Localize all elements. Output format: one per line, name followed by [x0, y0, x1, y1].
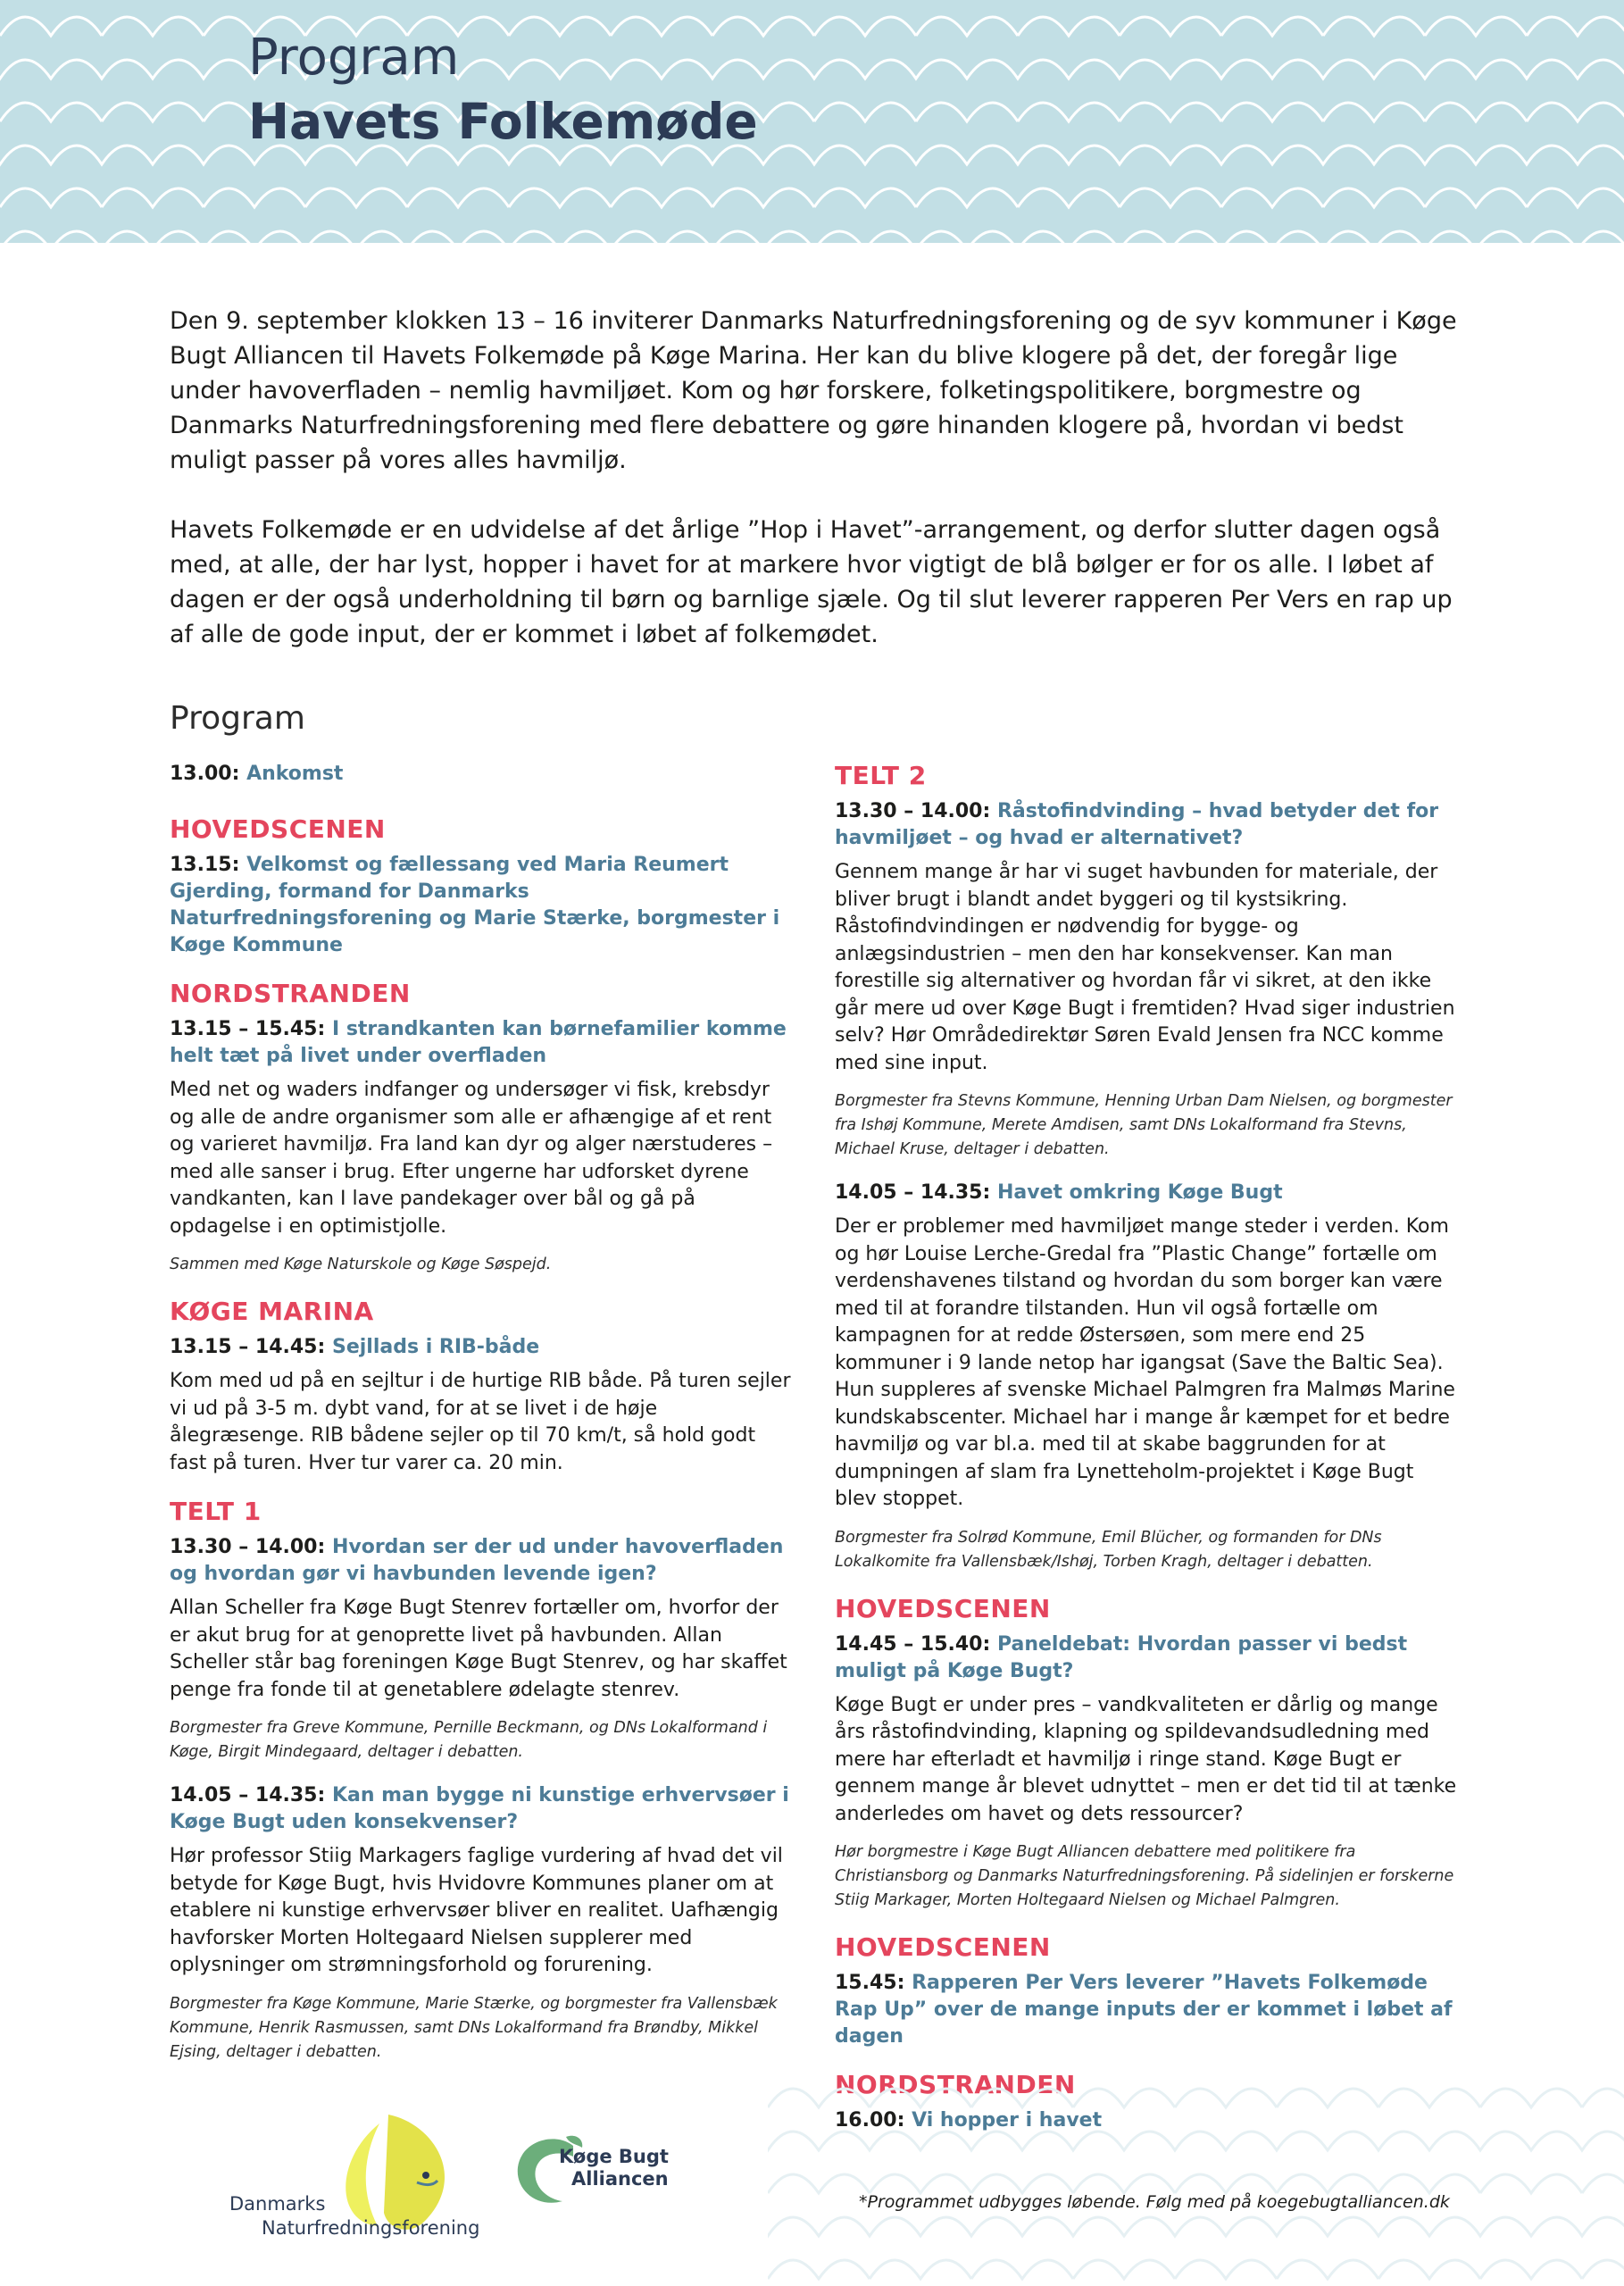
event-name: Råstofindvinding – hvad betyder det for havmiljøet – og hvad er alternativet?	[835, 800, 1439, 849]
event-welcome	[170, 852, 795, 959]
event-strandkanten	[170, 1016, 795, 1070]
event-name: Velkomst og fællessang ved Maria Reumert Gjerding, formand for Danmarks Naturfredningsforening og Marie Stærke, borgmester i Køge Kommune	[170, 854, 780, 956]
event-name: Kan man bygge ni kunstige erhvervsøer i Køge Bugt uden konsekvenser?	[170, 1784, 789, 1833]
venue-heading: NORDSTRANDEN	[170, 979, 411, 1008]
venue-heading: KØGE MARINA	[170, 1297, 374, 1326]
event-time: 14.05 – 14.35:	[170, 1784, 326, 1806]
title-block	[248, 27, 758, 154]
dn-logo-text	[229, 2192, 479, 2240]
event-time: 13.15 – 15.45:	[170, 1018, 326, 1040]
event-time: 13.30 – 14.00:	[170, 1536, 326, 1558]
event-description: Hør professor Stiig Markagers faglige vurdering af hvad det vil betyde for Køge Bugt, hvis Hvidovre Kommunes planer om at etablere ni kunstige erhvervsøer bliver en realitet. Uafhængig havforsker Morten Holtegaard Nielsen supplerer med oplysninger om strømningsforhold og forurening.	[170, 1845, 783, 1976]
dn-logo-line1: Danmarks	[229, 2193, 326, 2215]
footnote: *Programmet udbygges løbende. Følg med på koegebugtalliancen.dk	[859, 2192, 1450, 2212]
kba-logo-line2: Alliancen	[571, 2168, 669, 2190]
event-description: Gennem mange år har vi suget havbunden for materiale, der bliver brugt i blandt andet byggeri og til kystsikring. Råstofindvindingen er nødvendig for bygge- og anlægsindustrien – men den har konsekvenser. Kan man forestille sig alternativer og hvordan får vi sikret, at den ikke går mere ud over Køge Bugt i fremtiden? Hvad siger industrien selv? Hør Områdedirektør Søren Evald Jensen fra NCC komme med sine input.	[835, 861, 1455, 1074]
event-note: Sammen med Køge Naturskole og Køge Søspejd.	[170, 1256, 552, 1273]
footer-wave-pattern	[768, 2072, 1624, 2286]
program-heading: Program	[170, 700, 305, 737]
event-time: 14.45 – 15.40:	[835, 1632, 991, 1656]
event-name: Ankomst	[246, 763, 344, 785]
venue-heading: HOVEDSCENEN	[835, 1593, 1051, 1623]
title-prefix: Program	[248, 29, 460, 87]
event-name: Havet omkring Køge Bugt	[996, 1181, 1283, 1204]
event-name: Rapperen Per Vers leverer ”Havets Folkemøde Rap Up” over de mange inputs der er kommet i løbet af dagen	[835, 1972, 1453, 2048]
event-rap-up	[835, 1970, 1460, 2050]
event-time: 15.45:	[835, 1972, 905, 1994]
wave-pattern	[0, 0, 1624, 243]
event-name: I strandkanten kan børnefamilier komme helt tæt på livet under overfladen	[170, 1018, 787, 1067]
venue-heading: TELT 1	[170, 1497, 262, 1526]
venue-heading: HOVEDSCENEN	[835, 1932, 1051, 1962]
event-time: 13.15:	[170, 854, 240, 876]
program-column-left	[170, 761, 795, 2082]
event-description: Der er problemer med havmiljøet mange steder i verden. Kom og hør Louise Lerche-Gredal fra ”Plastic Change” fortælle om verdenshavenes tilstand og hvordan du som borger kan være med til at forandre tilstanden. Hun vil også fortælle om kampagnen for at redde Østersøen, som mere end 25 kommuner i 9 lande netop har igangsat (Save the Baltic Sea). Hun suppleres af svenske Michael Palmgren fra Malmøs Marine kundskabscenter. Michael har i mange år kæmpet for et bedre havmiljø og var bl.a. med til at skabe baggrunden for at dumpningen af slam fra Lynetteholm-projektet i Køge Bugt blev stoppet.	[835, 1215, 1455, 1510]
event-time: 13.15 – 14.45:	[170, 1336, 326, 1358]
event-note: Hør borgmestre i Køge Bugt Alliancen debattere med politikere fra Christiansborg og Danmarks Naturfredningsforening. På sidelinjen er forskerne Stiig Markager, Morten Holtegaard Nielsen og Michael Palmgren.	[835, 1843, 1454, 1909]
page-header	[0, 0, 1624, 243]
intro-text	[170, 304, 1464, 687]
venue-heading: TELT 2	[835, 761, 927, 790]
event-havbunden	[170, 1534, 795, 1588]
event-description: Kom med ud på en sejltur i de hurtige RIB både. På turen sejler vi ud på 3-5 m. dybt vand, for at se livet i de høje ålegræsenge. RIB bådene sejler op til 70 km/t, så hold godt fast på turen. Hver tur varer ca. 20 min.	[170, 1370, 791, 1474]
event-rib	[170, 1334, 795, 1361]
intro-paragraph-1: Den 9. september klokken 13 – 16 inviterer Danmarks Naturfredningsforening og de syv kommuner i Køge Bugt Alliancen til Havets Folkemøde på Køge Marina. Her kan du blive klogere på det, der foregår lige under havoverfladen – nemlig havmiljøet. Kom og hør forskere, folketingspolitikere, borgmestre og Danmarks Naturfredningsforening med flere debattere og gøre hinanden klogere på, hvordan vi bedst muligt passer på vores alles havmiljø.	[170, 307, 1457, 474]
kba-logo-text	[559, 2146, 669, 2190]
dn-logo-line2: Naturfredningsforening	[262, 2217, 480, 2239]
event-name: Hvordan ser der ud under havoverfladen og hvordan gør vi havbunden levende igen?	[170, 1536, 784, 1585]
event-name: Sejllads i RIB-både	[331, 1336, 540, 1358]
event-rastof	[835, 798, 1460, 852]
event-havet-koge	[835, 1180, 1460, 1206]
intro-paragraph-2: Havets Folkemøde er en udvidelse af det årlige ”Hop i Havet”-arrangement, og derfor slutter dagen også med, at alle, der har lyst, hopper i havet for at markere hvor vigtigt de blå bølger er for os alle. I løbet af dagen er der også underholdning til børn og barnlige sjæle. Og til slut leverer rapperen Per Vers en rap up af alle de gode input, der er kommet i løbet af folkemødet.	[170, 516, 1453, 648]
page-title: Havets Folkemøde	[248, 93, 758, 150]
event-description: Allan Scheller fra Køge Bugt Stenrev fortæller om, hvorfor der er akut brug for at genoprette livet på havbunden. Allan Scheller står bag foreningen Køge Bugt Stenrev, og har skaffet penge fra fonde til at genetablere ødelagte stenrev.	[170, 1597, 787, 1701]
event-description: Køge Bugt er under pres – vandkvaliteten er dårlig og mange års råstofindvinding, klapning og spildevandsudledning med mere har efterladt et havmiljø i ringe stand. Køge Bugt er gennem mange år blevet udnyttet – men er det tid til at tænke anderledes om havet og dets ressourcer?	[835, 1693, 1457, 1825]
venue-heading: HOVEDSCENEN	[170, 814, 386, 844]
event-description: Med net og waders indfanger og undersøger vi fisk, krebsdyr og alle de andre organismer som alle er afhængige af et rent og varieret havmiljø. Fra land kan dyr og alger nærstuderes – med alle sanser i brug. Efter ungerne har udforsket dyrene vandkanten, kan I lave pandekager over bål og gå på opdagelse i en optimistjolle.	[170, 1079, 773, 1238]
kba-logo-line1: Køge Bugt	[559, 2146, 669, 2167]
event-erhvervsoer	[170, 1782, 795, 1836]
event-note: Borgmester fra Køge Kommune, Marie Stærke, og borgmester fra Vallensbæk Kommune, Henrik Rasmussen, samt DNs Lokalformand fra Brøndby, Mikkel Ejsing, deltager i debatten.	[170, 1994, 778, 2061]
event-note: Borgmester fra Greve Kommune, Pernille Beckmann, og DNs Lokalformand i Køge, Birgit Mindegaard, deltager i debatten.	[170, 1719, 768, 1761]
event-paneldebat	[835, 1631, 1460, 1685]
event-time: 13.00:	[170, 763, 240, 785]
program-column-right	[835, 761, 1460, 2141]
event-time: 14.05 – 14.35:	[835, 1181, 991, 1204]
event-note: Borgmester fra Stevns Kommune, Henning Urban Dam Nielsen, og borgmester fra Ishøj Kommune, Merete Amdisen, samt DNs Lokalformand fra Stevns, Michael Kruse, deltager i debatten.	[835, 1092, 1453, 1158]
event-arrival	[170, 761, 795, 788]
event-note: Borgmester fra Solrød Kommune, Emil Blücher, og formanden for DNs Lokalkomite fra Vallensbæk/Ishøj, Torben Kragh, deltager i debatten.	[835, 1528, 1382, 1571]
event-name: Paneldebat: Hvordan passer vi bedst muligt på Køge Bugt?	[835, 1632, 1408, 1682]
event-time: 13.30 – 14.00:	[835, 800, 991, 822]
